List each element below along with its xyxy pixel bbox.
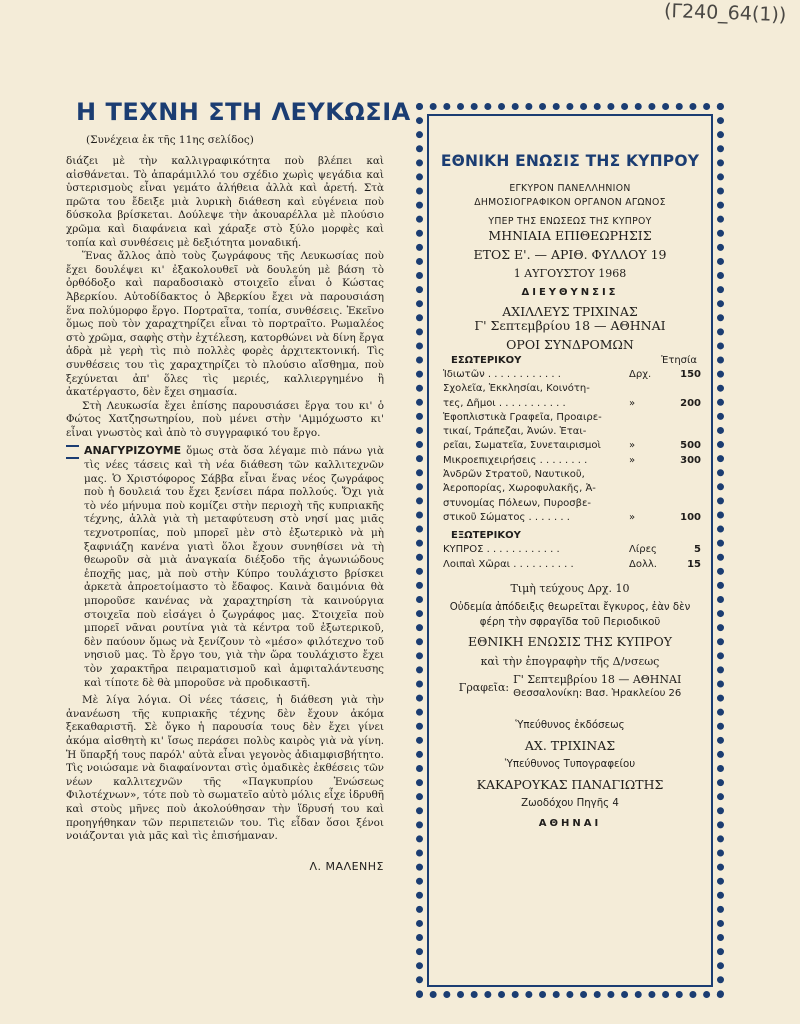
publisher-name: ΕΘΝΙΚΗ ΕΝΩΣΙΣ ΤΗΣ ΚΥΠΡΟΥ [468, 634, 672, 650]
press-name: ΚΑΚΑΡΟΥΚΑΣ ΠΑΝΑΓΙΩΤΗΣ [476, 776, 664, 792]
subscription-header-foreign [439, 529, 701, 543]
article-body [66, 155, 384, 844]
issue-date: 1 ΑΥΓΟΥΣΤΟΥ 1968 [513, 267, 627, 280]
subscription-title: ΟΡΟΙ ΣΥΝΔΡΟΜΩΝ [506, 337, 634, 352]
subscription-row [439, 368, 701, 382]
direction-label: ΔΙΕΥΘΥΝΣΙΣ [521, 287, 619, 298]
subscription-currency: » [629, 397, 636, 409]
subscription-currency: » [629, 440, 636, 452]
subscription-row [439, 425, 701, 439]
newspaper-title: ΕΘΝΙΚΗ ΕΝΩΣΙΣ ΤΗΣ ΚΥΠΡΟΥ [440, 152, 700, 170]
subscription-currency: Δρχ. [629, 369, 652, 380]
press-label: Ὑπεύθυνος Τυπογραφείου [504, 759, 636, 771]
subscription-currency: Λίρες [629, 544, 657, 556]
paragraph-lead-word: ΑΝΑΓΥΡΙΖΟΥΜΕ [84, 444, 182, 458]
subscription-label: τικαί, Τράπεζαι, Ἀνών. Ἑται- [443, 426, 587, 438]
offices-block [439, 673, 701, 701]
subscription-header [439, 354, 701, 368]
subscription-label: Ἰδιωτῶν . . . . . . . . . . . . [443, 369, 561, 380]
issue-number: ΕΤΟΣ Ε'. — ΑΡΙΘ. ΦΥΛΛΟΥ 19 [473, 247, 667, 262]
editor-label: Ὑπεύθυνος ἐκδόσεως [515, 720, 625, 732]
subscription-currency: » [629, 511, 636, 523]
receipt-notice: Οὐδεμία ἀπόδειξις θεωρεῖται ἔγκυρος, ἐὰν δὲν [449, 602, 691, 614]
article-column [66, 98, 411, 873]
subscription-label: Σχολεῖα, Ἐκκλησίαι, Κοινότη- [443, 383, 590, 395]
subscription-amount: 300 [680, 454, 701, 466]
masthead-panel [416, 103, 724, 998]
subscription-row [439, 411, 701, 425]
receipt-notice: φέρη τὴν σφραγῖδα τοῦ Περιοδικοῦ [479, 616, 661, 628]
article-paragraph: διάζει μὲ τὴν καλλιγραφικότητα ποὺ βλέπει καὶ αἰσθάνεται. Τὸ ἀπαράμιλλό του σχέδιο χωρὶς ψεγάδια καὶ ὑστερισμοὺς εἶναι γεμάτο ἀλήθεια ἀλλὰ καὶ ἀρετή. Στὰ πρῶτα του ἔδειξε μιὰ λυρικὴ διάθεση καὶ εὐγένεια ποὺ δύσκολα βρίσκεται. Δούλεψε τὴν ἀκουαρέλλα μὲ πλούσιο χρῶμα καὶ διαφάνεια καὶ χάραξε στὸ ξύλο μορφὲς καὶ τοπία καὶ συνθέσεις μὲ δεξιότητα μοναδική. [66, 155, 384, 249]
editor-name: ΑΧ. ΤΡΙΧΙΝΑΣ [524, 737, 616, 753]
masthead-line: ΔΗΜΟΣΙΟΓΡΑΦΙΚΟΝ ΟΡΓΑΝΟΝ ΑΓΩΝΟΣ [474, 197, 666, 208]
archive-handwritten-note: (Γ240_64(1)) [663, 0, 787, 27]
subscription-label: Λοιπαὶ Χῶραι . . . . . . . . . . [443, 558, 574, 570]
director-name: ΑΧΙΛΛΕΥΣ ΤΡΙΧΙΝΑΣ [502, 304, 638, 319]
offices-label: Γραφεῖα: [458, 680, 510, 694]
subscription-currency: » [629, 454, 636, 466]
subscription-amount: 100 [680, 511, 701, 523]
subscription-table [439, 354, 701, 572]
subscription-row [439, 558, 701, 572]
subscription-row [439, 454, 701, 468]
subscription-amount: 150 [680, 369, 701, 380]
subscription-row [439, 543, 701, 557]
domestic-label: ΕΣΩΤΕΡΙΚΟΥ [451, 355, 522, 366]
office-address: Γ' Σεπτεμβρίου 18 — ΑΘΗΝΑΙ [513, 673, 682, 687]
article-paragraph-dropcap [66, 444, 384, 690]
article-title: Η ΤΕΧΝΗ ΣΤΗ ΛΕΥΚΩΣΙΑ [76, 98, 411, 126]
article-paragraph: Στὴ Λευκωσία ἔχει ἐπίσης παρουσιάσει ἔργα του κι' ὁ Φώτος Χατζησωτηρίου, ποὺ μένει στὴν 'Αμμόχωστο κι' εἶναι γνωστὸς καὶ ἀπὸ τὸ συγγραφικό του ἔργο. [66, 399, 384, 439]
subscription-row [439, 497, 701, 511]
subscription-row [439, 397, 701, 411]
subscription-amount: 5 [694, 544, 701, 556]
subscription-row [439, 511, 701, 525]
press-address: Ζωοδόχου Πηγῆς 4 [521, 798, 619, 810]
director-address: Γ' Σεπτεμβρίου 18 — ΑΘΗΝΑΙ [474, 318, 666, 333]
subscription-label: Ἐφοπλιστικὰ Γραφεῖα, Προαιρε- [443, 411, 602, 423]
domestic-rows [439, 368, 701, 525]
article-paragraph: Μὲ λίγα λόγια. Οἱ νέες τάσεις, ἡ διάθεση γιὰ τὴν ἀνανέωση τῆς κυπριακῆς τέχνης δὲν ἔχουν ἀκόμα ξεκαθαριστῆ. Σὲ ὄγκο ἡ παρουσία τους δὲν ἔχει γίνει ἀκόμα αἰσθητὴ κι' ἴσως περάσει πολὺς καιρὸς γιὰ νὰ γίνη. Ἡ ὕπαρξή τους παρόλ' αὐτὰ εἶναι γεγονὸς ἀδιαμφισβήτητο. Τὶς νοιώσαμε νὰ διαφαίνονται στὶς ὁμαδικὲς ἐκθέσεις τῶν νέων καλλιτεχνῶν τῆς «Παγκυπρίου Ἑνώσεως Φιλοτέχνων», τότε ποὺ τὸ σωματεῖο αὐτὸ μόλις εἶχε ἱδρυθῆ καὶ στοὺς μῆνες ποὺ ἀκολούθησαν τὴν ἵδρυσή του καὶ προηγήθηκαν τῶν περιπετειῶν του. Τὶς εἶδαν ὅσοι ξένοι νοιάζονται γιὰ μᾶς καὶ τὶς ἐπισήμαναν. [66, 694, 384, 843]
foreign-label: ΕΞΩΤΕΡΙΚΟΥ [451, 530, 521, 542]
subscription-currency: Δολλ. [629, 558, 657, 570]
continuation-note: (Συνέχεια ἐκ τῆς 11ης σελίδος) [86, 134, 254, 146]
masthead-line: ΥΠΕΡ ΤΗΣ ΕΝΩΣΕΩΣ ΤΗΣ ΚΥΠΡΟΥ [488, 216, 652, 227]
subscription-amount: 500 [680, 440, 701, 452]
author-signature: Λ. ΜΑΛΕΝΗΣ [309, 859, 384, 873]
annual-label: Ἐτησία [661, 355, 697, 366]
subscription-row [439, 439, 701, 453]
masthead-line: ΜΗΝΙΑΙΑ ΕΠΙΘΕΩΡΗΣΙΣ [488, 228, 652, 243]
subscription-amount: 15 [687, 558, 701, 570]
subscription-label: τες, Δῆμοι . . . . . . . . . . . [443, 397, 566, 409]
subscription-row [439, 468, 701, 482]
masthead-content [427, 114, 713, 987]
office-address: Θεσσαλονίκη: Βασ. Ἡρακλείου 26 [513, 688, 682, 700]
masthead-line: ΕΓΚΥΡΟΝ ΠΑΝΕΛΛΗΝΙΟΝ [509, 183, 631, 194]
subscription-label: ΚΥΠΡΟΣ . . . . . . . . . . . . [443, 544, 560, 556]
paragraph-text: ὅμως στὰ ὅσα λέγαμε πιὸ πάνω γιὰ τὶς νέες τάσεις καὶ τὴ νέα διάθεση τῶν καλλιτεχνῶν μας. Ὁ Χριστόφορος Σάββα εἶναι ἕνας νέος ζωγράφος ποὺ ἡ δουλειά του ἔχει ξενίσει πάρα πολλούς. Ὄχι γιὰ τὸ νέο μήνυμα ποὺ κομίζει στὴν περιοχὴ τῆς κυπριακῆς τέχνης, ἀλλὰ γιὰ τὴ μεταφύτευση στὸ νησί μας μιᾶς τεχνοτροπίας, ποὺ μπορεῖ μὲν στὸ ἐξωτερικὸ νὰ μὴ ξαφνιάζη κανένα γιατὶ ὅλοι ἔχουν συνηθίσει νὰ τὴ θεωροῦν σὰ μιὰ ἀναγκαία διέξοδο τῆς ἀγωνιώδους ἐποχῆς μας, μὰ ποὺ στὴν Κύπρο τουλάχιστο βρίσκει ἀρκετὰ ἀπροετοίμαστο τὸ ἔδαφος. Καινὰ δαιμόνια θὰ μποροῦσε κανένας νὰ χαραχτηρίση τὰ καινούργια στοιχεῖα ποὺ εἰσάγει ὁ ζωγράφος μας. Στοιχεῖα ποὺ μπορεῖ νᾶναι ρουτίνα γιὰ τὰ κέντρα τοῦ ἐξωτερικοῦ, δὲν παύουν ὅμως νὰ ξενίζουν τὸ «μέσο» φιλότεχνο τοῦ νησιοῦ μας. Τὸ ἔργο του, γιὰ τὴν ὥρα τουλάχιστο ἔχει τὸν χαρακτῆρα πειραματισμοῦ καὶ ἀμφιταλάντευσης καὶ τίποτε δὲ θὰ μποροῦσε νὰ προδικαστῆ. [84, 445, 384, 689]
subscription-label: στικοῦ Σώματος . . . . . . . [443, 511, 570, 523]
article-paragraph: Ἕνας ἄλλος ἀπὸ τοὺς ζωγράφους τῆς Λευκωσίας ποὺ ἔχει δουλέψει κι' ἐξακολουθεῖ νὰ δουλεύη μὲ βάση τὸ ὀρθόδοξο καὶ παραδοσιακὸ στοιχεῖο εἶναι ὁ Κώστας Ἀβερκίου. Αὐτοδίδακτος ὁ Ἀβερκίου ἔχει νὰ παρουσιάση ἕνα πολύμορφο ἔργο. Πορτραῖτα, τοπία, συνθέσεις. Ἐκεῖνο ὅμως ποὺ τὸν χαραχτηρίζει εἶναι τὸ πορτραῖτο. Ρωμαλέος στὸ χρῶμα, σαφὴς στὴν ἐχτέλεση, κατορθώνει νὰ δίνη ἔργα ἁδρὰ μὲ γερὴ τὶς πιὸ πολλὲς φορὲς ἀρχιτεκτονική. Τὶς συνθέσεις του τὶς χαραχτηρίζει τὸ πλούσιο αἴσθημα, ποὺ ξεχύνεται ἀπ' ὅλες τὶς μεριές, καλλιεργημένο ἢ ἀκατέργαστο, δὲν ἔχει σημασία. [66, 250, 384, 399]
subscription-label: ρεῖαι, Σωματεῖα, Συνεταιρισμοὶ [443, 440, 601, 452]
subscription-label: Ἀνδρῶν Στρατοῦ, Ναυτικοῦ, [443, 469, 585, 481]
printer-line: καὶ τὴν ἐπογραφὴν τῆς Δ/νσεως [480, 654, 660, 668]
press-city: ΑΘΗΝΑΙ [538, 817, 602, 829]
masthead-footer [439, 582, 701, 832]
issue-price: Τιμὴ τεύχους Δρχ. 10 [510, 581, 630, 595]
subscription-label: Μικροεπιχειρήσεις . . . . . . . . [443, 454, 588, 466]
subscription-amount: 200 [680, 397, 701, 409]
subscription-row [439, 482, 701, 496]
subscription-label: Ἀεροπορίας, Χωροφυλακῆς, Ἀ- [443, 483, 596, 495]
dash-ornament [66, 445, 79, 469]
subscription-label: στυνομίας Πόλεων, Πυροσβε- [443, 497, 592, 509]
foreign-rows [439, 543, 701, 572]
subscription-row [439, 382, 701, 396]
